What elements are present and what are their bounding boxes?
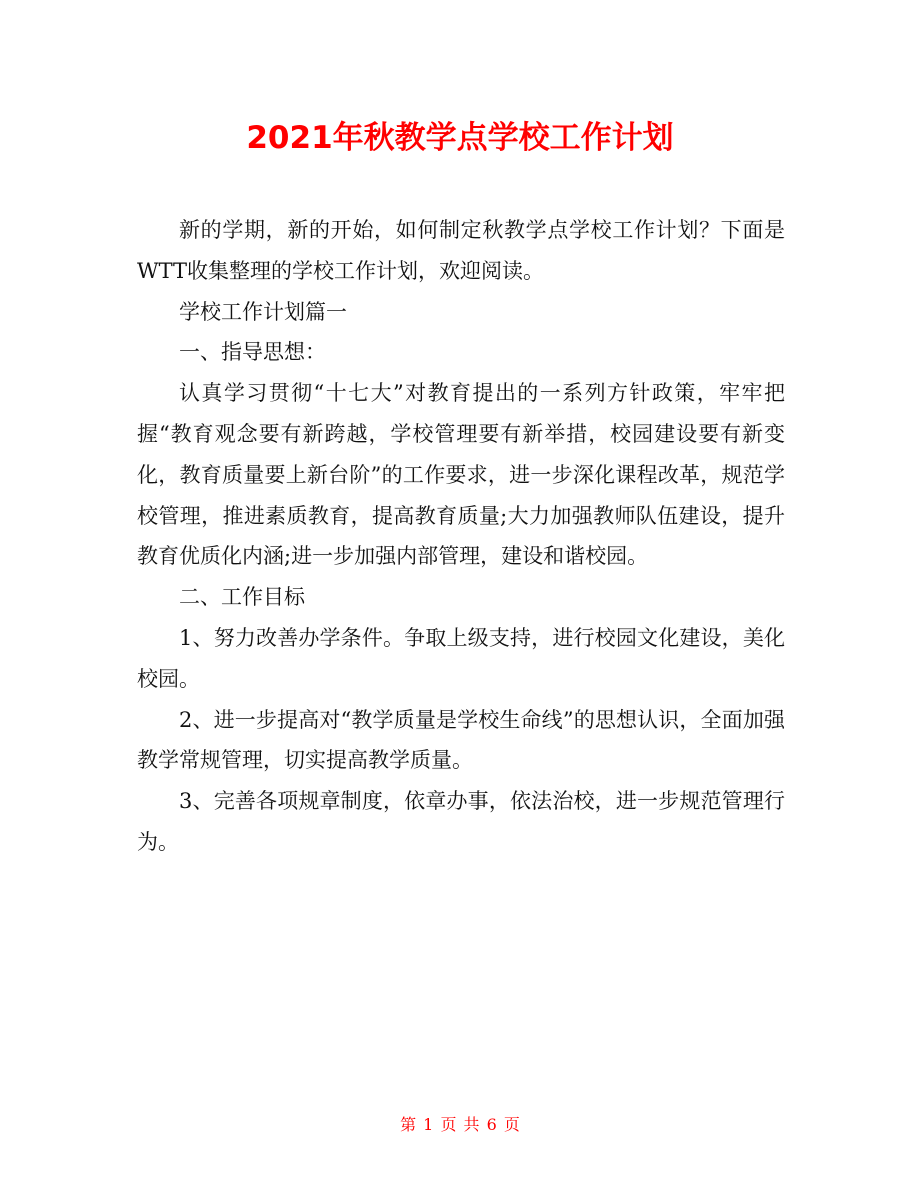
document-body <box>137 210 785 863</box>
guiding-thought-paragraph: 认真学习贯彻“十七大”对教育提出的一系列方针政策，牢牢把握“教育观念要有新跨越，学校管理要有新举措，校园建设要有新变化，教育质量要上新台阶”的工作要求，进一步深化课程改革，规范学校管理，推进素质教育，提高教育质量;大力加强教师队伍建设，提升教育优质化内涵;进一步加强内部管理，建设和谐校园。 <box>137 381 785 569</box>
page-footer: 第 1 页 共 6 页 <box>400 1115 520 1134</box>
goal-item-3: 3、完善各项规章制度，依章办事，依法治校，进一步规范管理行为。 <box>137 789 785 854</box>
section-heading-plan-one: 学校工作计划篇一 <box>179 299 347 324</box>
section-heading-guiding-thought: 一、指导思想： <box>179 340 326 365</box>
intro-paragraph: 新的学期，新的开始，如何制定秋教学点学校工作计划？下面是WTT收集整理的学校工作计划，欢迎阅读。 <box>137 218 785 283</box>
section-heading-work-goals: 二、工作目标 <box>179 585 305 610</box>
goal-item-1: 1、努力改善办学条件。争取上级支持，进行校园文化建设，美化校园。 <box>137 625 785 691</box>
goal-item-2: 2、进一步提高对“教学质量是学校生命线”的思想认识，全面加强教学常规管理，切实提高教学质量。 <box>137 707 785 773</box>
document-title: 2021年秋教学点学校工作计划 <box>246 120 674 156</box>
